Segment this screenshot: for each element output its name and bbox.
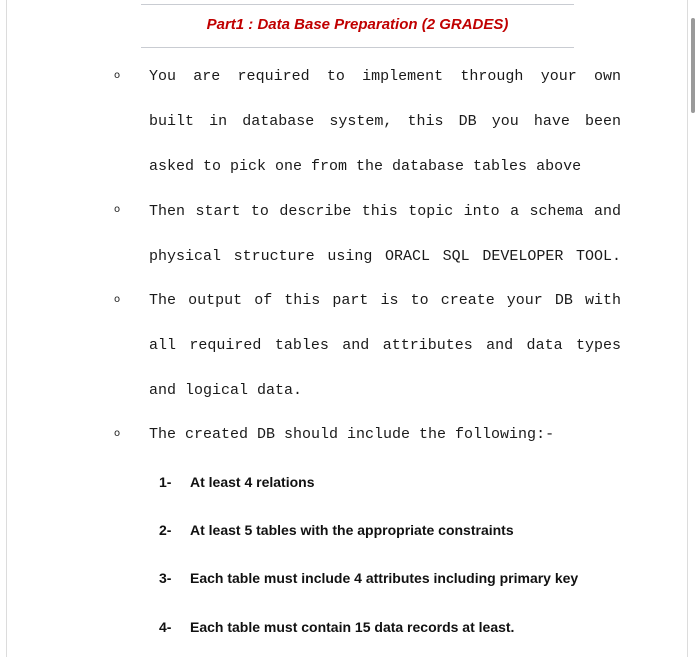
bullet-4-line-1: The created DB should include the following:- (149, 426, 555, 443)
bullet-1-line-1: You are required to implement through your own (149, 68, 621, 85)
requirement-text: At least 4 relations (190, 474, 315, 490)
requirement-number: 2- (159, 522, 172, 538)
bullet-1-line-2: built in database system, this DB you have been (149, 113, 621, 130)
bullet-2-line-1: Then start to describe this topic into a schema and (149, 203, 621, 220)
requirement-number: 4- (159, 619, 172, 635)
requirement-text: Each table must contain 15 data records at least. (190, 619, 515, 635)
bullet-marker: o (114, 204, 121, 215)
bullet-marker: o (114, 70, 121, 81)
bullet-1-line-3: asked to pick one from the database tables above (149, 158, 582, 175)
requirement-text: Each table must include 4 attributes including primary key (190, 570, 579, 586)
bullet-2-line-2: physical structure using ORACL SQL DEVELOPER TOOL. (149, 248, 621, 265)
title-bottom-rule (141, 47, 574, 48)
bullet-3-line-2: all required tables and attributes and data types (149, 337, 621, 354)
bullet-3-line-3: and logical data. (149, 382, 303, 399)
title-top-rule (141, 4, 574, 5)
section-title: Part1 : Data Base Preparation (2 GRADES) (206, 16, 509, 33)
requirement-number: 1- (159, 474, 172, 490)
requirement-number: 3- (159, 570, 172, 586)
bullet-marker: o (114, 294, 121, 305)
vertical-scrollbar[interactable] (691, 18, 695, 113)
document-page (6, 0, 688, 657)
requirement-text: At least 5 tables with the appropriate constraints (190, 522, 514, 538)
bullet-3-line-1: The output of this part is to create your DB with (149, 292, 621, 309)
bullet-marker: o (114, 428, 121, 439)
